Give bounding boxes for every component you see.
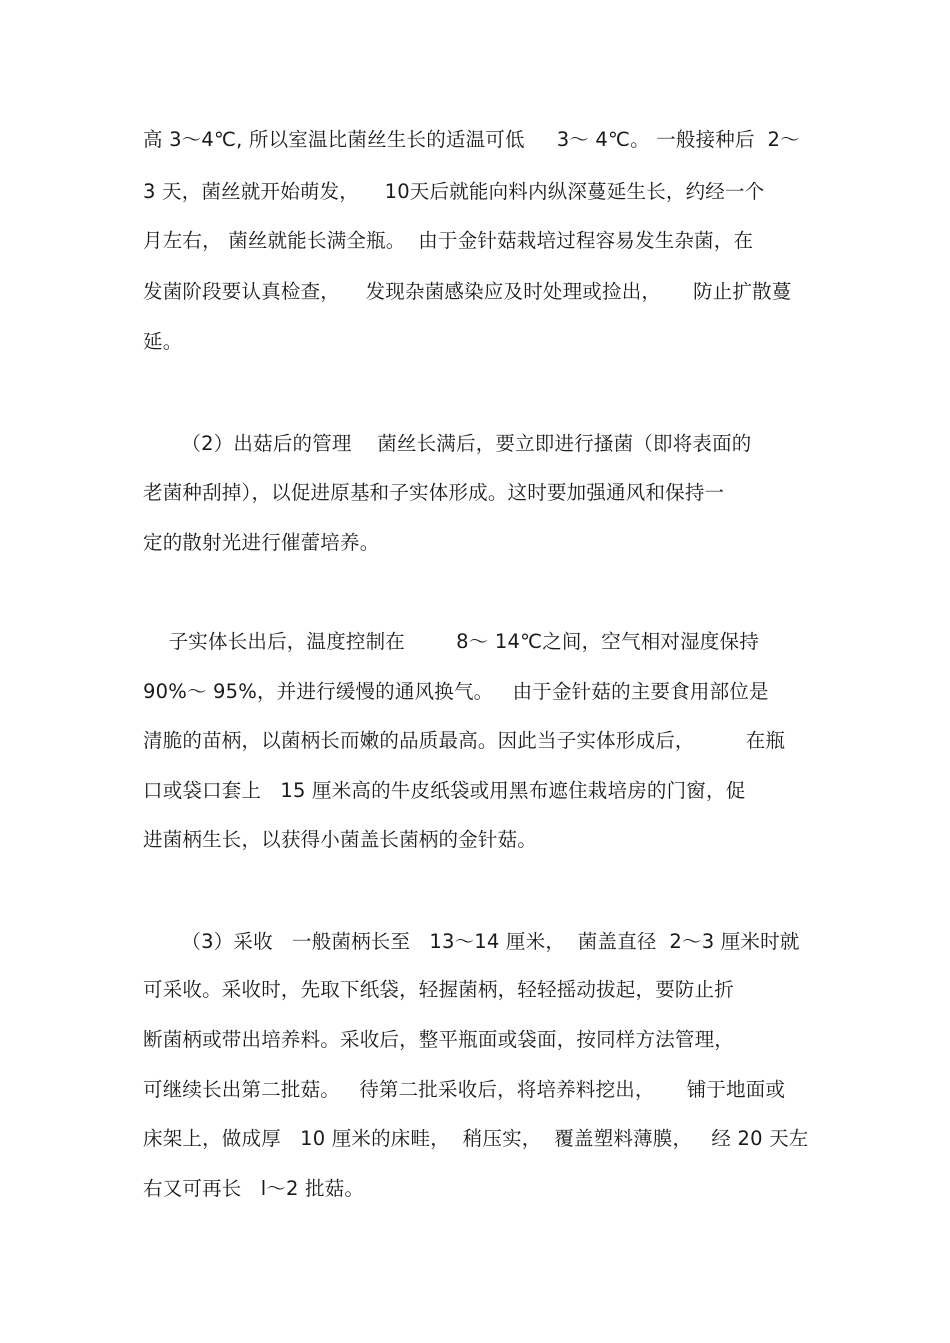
text-line: （2）出菇后的管理 菌丝长满后，要立即进行搔菌（即将表面的 xyxy=(143,432,752,455)
text-line: 90%～ 95%，并进行缓慢的通风换气。 由于金针菇的主要食用部位是 xyxy=(143,680,769,703)
text-line: （3）采收 一般菌柄长至 13～14 厘米， 菌盖直径 2～3 厘米时就 xyxy=(143,930,800,953)
text-line: 可继续长出第二批菇。 待第二批采收后，将培养料挖出， 铺于地面或 xyxy=(143,1078,786,1101)
text-line: 高 3～4℃, 所以室温比菌丝生长的适温可低 3～ 4℃。 一般接种后 2～ xyxy=(143,128,800,151)
text-line: 延。 xyxy=(143,330,183,353)
text-line: 发菌阶段要认真检查， 发现杂菌感染应及时处理或捡出， 防止扩散蔓 xyxy=(143,280,792,303)
text-line: 床架上，做成厚 10 厘米的床畦， 稍压实， 覆盖塑料薄膜， 经 20 天左 xyxy=(143,1127,809,1150)
text-line: 可采收。采收时，先取下纸袋，轻握菌柄，轻轻摇动拔起，要防止折 xyxy=(143,978,735,1001)
text-line: 进菌柄生长，以获得小菌盖长菌柄的金针菇。 xyxy=(143,828,538,851)
text-line: 右又可再长 l～2 批菇。 xyxy=(143,1177,365,1200)
text-line: 断菌柄或带出培养料。采收后，整平瓶面或袋面，按同样方法管理， xyxy=(143,1028,735,1051)
text-line: 3 天，菌丝就开始萌发， 10天后就能向料内纵深蔓延生长，约经一个 xyxy=(143,180,765,203)
text-line: 月左右， 菌丝就能长满全瓶。 由于金针菇栽培过程容易发生杂菌，在 xyxy=(143,229,754,252)
text-line: 老菌种刮掉），以促进原基和子实体形成。这时要加强通风和保持一 xyxy=(143,481,725,504)
text-line: 定的散射光进行催蕾培养。 xyxy=(143,531,380,554)
text-line: 清脆的苗柄，以菌柄长而嫩的品质最高。因此当子实体形成后， 在瓶 xyxy=(143,729,786,752)
text-line: 子实体长出后，温度控制在 8～ 14℃之间，空气相对湿度保持 xyxy=(143,630,759,653)
text-line: 口或袋口套上 15 厘米高的牛皮纸袋或用黑布遮住栽培房的门窗，促 xyxy=(143,779,746,802)
